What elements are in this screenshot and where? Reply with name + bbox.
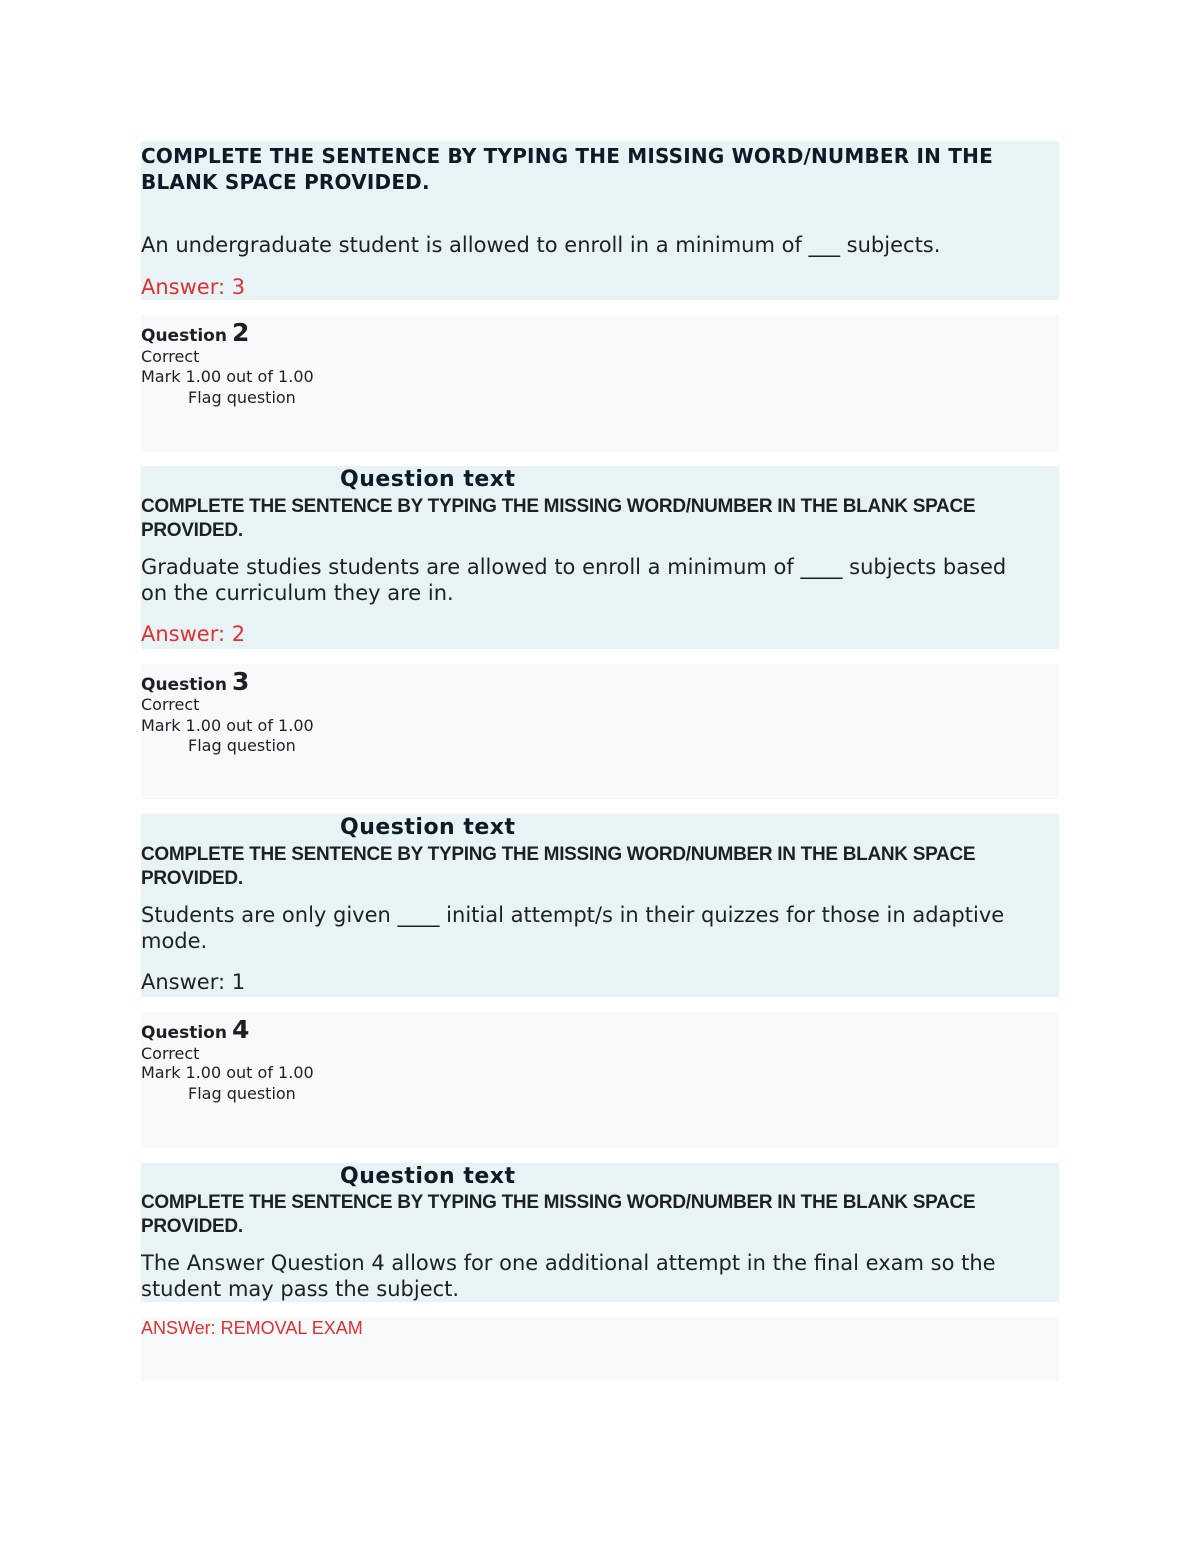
question-4-status: Correct (141, 1044, 200, 1063)
question-2-answer: Answer: 2 (141, 622, 246, 646)
question-4-info-box (141, 1012, 1059, 1148)
question-3-status: Correct (141, 695, 200, 714)
question-4-text-block (141, 1163, 1059, 1302)
question-2-prompt: Graduate studies students are allowed to enroll a minimum of ____ subjects based on the curriculum they are in. (141, 555, 1007, 605)
question-2-instruction: COMPLETE THE SENTENCE BY TYPING THE MISSING WORD/NUMBER IN THE BLANK SPACE PROVIDED. (141, 496, 976, 541)
question-label: Question (141, 326, 227, 346)
question-4-answer: ANSWer: REMOVAL EXAM (141, 1318, 363, 1338)
question-3-answer: Answer: 1 (141, 970, 246, 994)
question-4-flag-link[interactable]: Flag question (188, 1084, 296, 1103)
question-4-answer-box (141, 1317, 1059, 1381)
question-4-prompt: The Answer Question 4 allows for one additional attempt in the final exam so the student may pass the subject. (141, 1251, 996, 1301)
quiz-review-page (141, 141, 1059, 1381)
question-2-mark: Mark 1.00 out of 1.00 (141, 367, 314, 386)
question-2-text-heading: Question text (340, 467, 516, 492)
question-3-info-box (141, 664, 1059, 799)
question-1-prompt: An undergraduate student is allowed to enroll in a minimum of ___ subjects. (141, 233, 941, 257)
question-number: 2 (232, 318, 250, 347)
question-2-flag-link[interactable]: Flag question (188, 388, 296, 407)
question-2-number-line (141, 318, 249, 347)
question-4-number-line (141, 1015, 249, 1044)
question-4-text-heading: Question text (340, 1164, 516, 1189)
question-4-mark: Mark 1.00 out of 1.00 (141, 1063, 314, 1082)
question-3-prompt: Students are only given ____ initial attempt/s in their quizzes for those in adaptive mode. (141, 903, 1005, 953)
question-label: Question (141, 675, 227, 695)
question-3-flag-link[interactable]: Flag question (188, 736, 296, 755)
question-2-status: Correct (141, 347, 200, 366)
question-number: 4 (232, 1015, 250, 1044)
question-1-answer: Answer: 3 (141, 275, 246, 299)
question-3-text-heading: Question text (340, 815, 516, 840)
question-1-text-block (141, 141, 1059, 300)
question-2-info-box (141, 315, 1059, 452)
question-number: 3 (232, 667, 250, 696)
question-3-number-line (141, 667, 249, 696)
question-3-mark: Mark 1.00 out of 1.00 (141, 716, 314, 735)
question-label: Question (141, 1023, 227, 1043)
question-3-instruction: COMPLETE THE SENTENCE BY TYPING THE MISSING WORD/NUMBER IN THE BLANK SPACE PROVIDED. (141, 844, 976, 889)
question-3-text-block (141, 814, 1059, 997)
question-2-text-block (141, 466, 1059, 649)
question-4-instruction: COMPLETE THE SENTENCE BY TYPING THE MISSING WORD/NUMBER IN THE BLANK SPACE PROVIDED. (141, 1192, 976, 1237)
question-1-instruction: COMPLETE THE SENTENCE BY TYPING THE MISSING WORD/NUMBER IN THE BLANK SPACE PROVIDED. (141, 144, 993, 194)
